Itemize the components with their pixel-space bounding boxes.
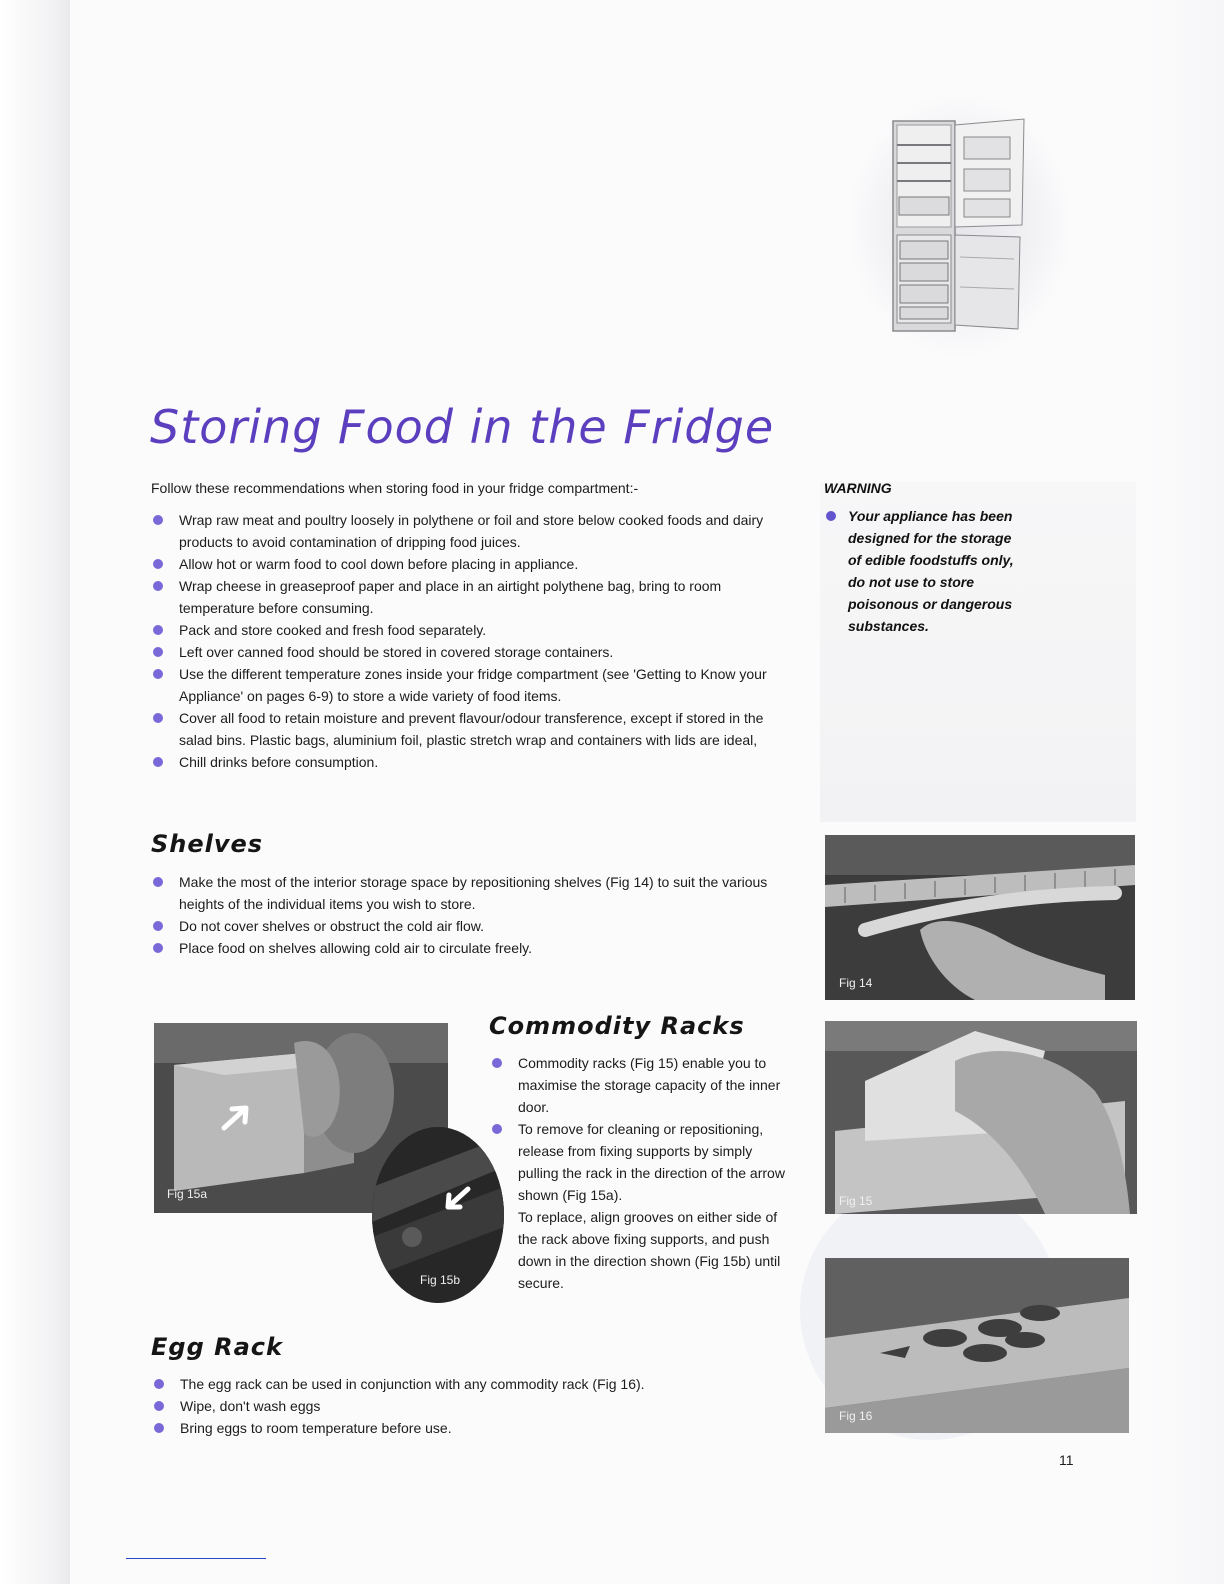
bullet-icon <box>153 625 163 635</box>
shelves-list <box>151 871 791 959</box>
bullet-icon <box>153 669 163 679</box>
list-item: Make the most of the interior storage space by repositioning shelves (Fig 14) to suit the various heights of the individual items you wish to store. <box>151 871 791 915</box>
list-item: Allow hot or warm food to cool down before placing in appliance. <box>151 553 791 575</box>
page-edge-shadow <box>0 0 70 1584</box>
bullet-icon <box>154 1379 164 1389</box>
fig-15a-label: Fig 15a <box>167 1187 208 1201</box>
fig-15-photo <box>825 1021 1137 1214</box>
shelves-heading: Shelves <box>151 830 264 858</box>
egg-rack-list <box>152 1373 792 1439</box>
bullet-icon <box>153 647 163 657</box>
list-item: To remove for cleaning or repositioning, release from fixing supports by simply pulling the rack in the direction of the arrow shown (Fig 15a). <box>490 1118 795 1206</box>
list-item: Cover all food to retain moisture and prevent flavour/odour transference, except if stored in the salad bins. Plastic bags, aluminium foil, plastic stretch wrap and containers with lids are ideal, <box>151 707 791 751</box>
bullet-icon <box>154 1423 164 1433</box>
fig-15-label: Fig 15 <box>839 1194 873 1208</box>
bullet-icon <box>492 1058 502 1068</box>
bullet-icon <box>153 581 163 591</box>
footer-rule <box>126 1558 266 1559</box>
warning-heading: WARNING <box>824 480 892 496</box>
list-item: Wipe, don't wash eggs <box>152 1395 792 1417</box>
list-item: Wrap raw meat and poultry loosely in polythene or foil and store below cooked foods and dairy products to avoid contamination of dripping food juices. <box>151 509 791 553</box>
fig-15b-photo <box>372 1127 504 1303</box>
fig-15b-label: Fig 15b <box>420 1273 461 1287</box>
egg-rack-heading: Egg Rack <box>151 1333 283 1361</box>
list-item: Place food on shelves allowing cold air to circulate freely. <box>151 937 791 959</box>
fig-14-photo <box>825 835 1135 1000</box>
commodity-racks-heading: Commodity Racks <box>489 1012 745 1040</box>
bullet-icon <box>826 511 836 521</box>
fig-16-photo <box>825 1258 1129 1433</box>
bullet-icon <box>153 943 163 953</box>
intro-text: Follow these recommendations when storing food in your fridge compartment:- <box>151 480 639 496</box>
page-edge-right <box>1144 0 1224 1584</box>
page-title: Storing Food in the Fridge <box>150 400 775 454</box>
bullet-icon <box>153 877 163 887</box>
fig-14-label: Fig 14 <box>839 976 873 990</box>
bullet-icon <box>153 713 163 723</box>
fridge-illustration <box>850 95 1070 355</box>
list-item: Bring eggs to room temperature before use. <box>152 1417 792 1439</box>
warning-text: Your appliance has been designed for the storage of edible foodstuffs only, do not use to store poisonous or dangerous substances. <box>848 508 1014 634</box>
fig-16-label: Fig 16 <box>839 1409 873 1423</box>
list-item: The egg rack can be used in conjunction with any commodity rack (Fig 16). <box>152 1373 792 1395</box>
bullet-icon <box>153 757 163 767</box>
list-item: Wrap cheese in greaseproof paper and place in an airtight polythene bag, bring to room temperature before consuming. <box>151 575 791 619</box>
bullet-icon <box>153 921 163 931</box>
list-item: Pack and store cooked and fresh food separately. <box>151 619 791 641</box>
list-item: Use the different temperature zones inside your fridge compartment (see 'Getting to Know your Appliance' on pages 6-9) to store a wide variety of food items. <box>151 663 791 707</box>
bullet-icon <box>154 1401 164 1411</box>
bullet-icon <box>153 515 163 525</box>
commodity-racks-list <box>490 1052 795 1294</box>
list-item: Do not cover shelves or obstruct the cold air flow. <box>151 915 791 937</box>
bullet-icon <box>153 559 163 569</box>
page-number: 11 <box>1059 1452 1074 1468</box>
list-item: Left over canned food should be stored in covered storage containers. <box>151 641 791 663</box>
storage-recommendations-list <box>151 509 791 773</box>
list-item: Chill drinks before consumption. <box>151 751 791 773</box>
list-item-continuation: To replace, align grooves on either side of the rack above fixing supports, and push down in the direction shown (Fig 15b) until secure. <box>518 1209 781 1291</box>
list-item: Commodity racks (Fig 15) enable you to maximise the storage capacity of the inner door. <box>490 1052 795 1118</box>
